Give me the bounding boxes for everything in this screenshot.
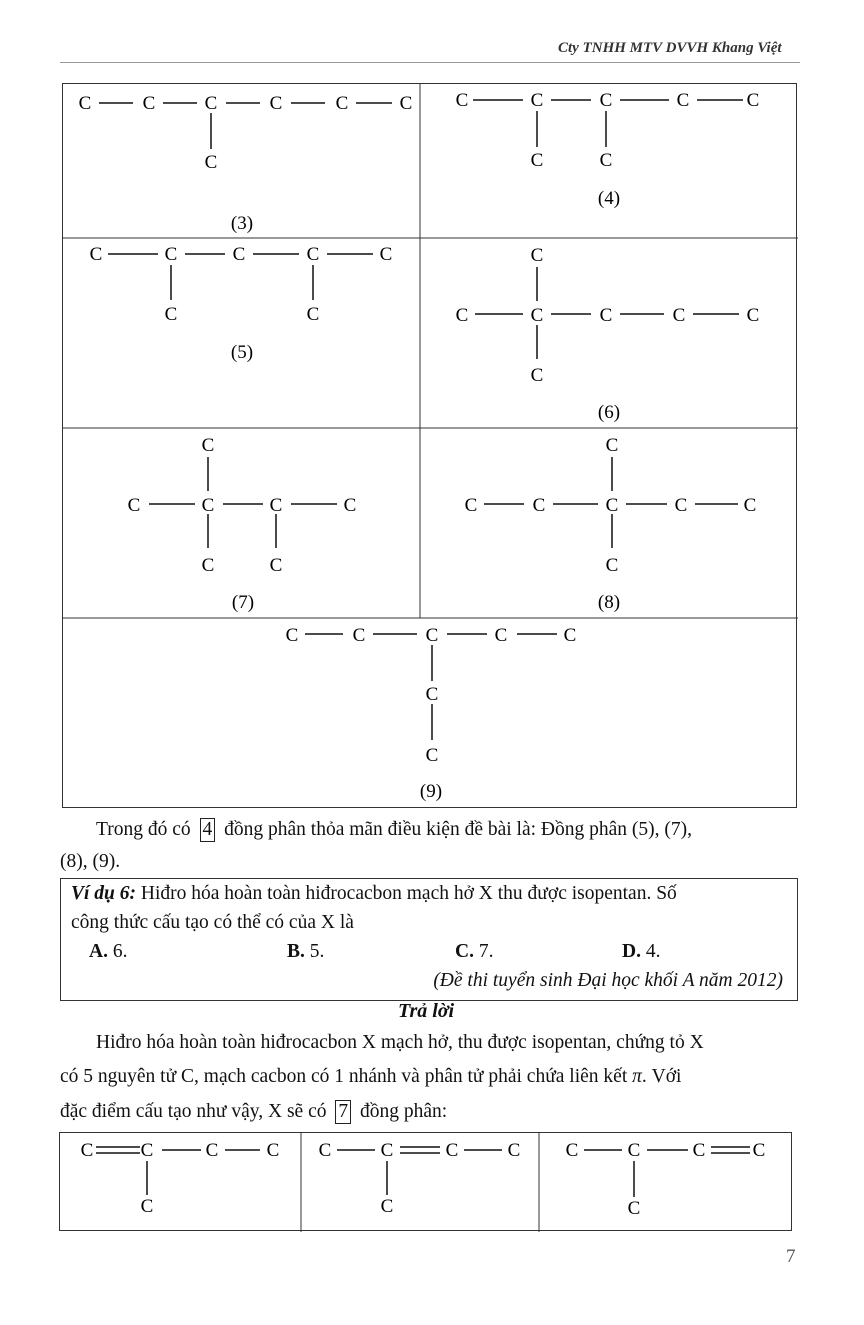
atom: C [599,90,613,111]
atom: C [306,304,320,325]
atom: C [140,1196,154,1217]
atom: C [285,625,299,646]
atom: C [201,555,215,576]
atom: C [530,365,544,386]
atom: C [743,495,757,516]
atom: C [746,305,760,326]
atom: C [507,1140,521,1161]
answer-line3-prefix: đặc điểm cấu tạo như vậy, X sẽ có [60,1101,327,1122]
option-b [287,941,324,963]
answer-line2 [60,1061,681,1093]
atom: C [455,305,469,326]
atom: C [425,625,439,646]
atom: C [142,93,156,114]
conclusion-paragraph [96,814,692,846]
option-value: 6. [112,941,128,962]
example-question-line1 [71,883,677,905]
example-title: Ví dụ 6: [71,883,137,904]
structure-8 [465,435,757,613]
structure-5 [90,244,393,363]
atom: C [494,625,508,646]
atom: C [599,150,613,171]
atom: C [201,495,215,516]
answer-title: Trả lời [398,1000,455,1022]
option-key: B. [287,941,305,962]
pi-symbol: π [632,1066,642,1087]
atom: C [692,1140,706,1161]
conclusion-line2: (8), (9). [60,851,121,872]
structure-9 [286,625,577,802]
atom: C [605,435,619,456]
conclusion-text: đồng phân thỏa mãn điều kiện đề bài là: Đồng phân (5), (7), [224,819,693,840]
atom: C [464,495,478,516]
atom: C [627,1198,641,1219]
atom: C [269,555,283,576]
atom: C [752,1140,766,1161]
atom: C [352,625,366,646]
structure-label: (4) [597,188,621,209]
header-rule [60,62,800,63]
structure-6 [456,245,760,423]
answer-line2-end: . Với [641,1066,682,1087]
atom: C [425,745,439,766]
structure-4 [456,90,760,209]
atom: C [269,93,283,114]
atom: C [201,435,215,456]
atom: C [335,93,349,114]
structure-3 [79,93,413,234]
answer-line1: Hiđro hóa hoàn toàn hiđrocacbon X mạch hở, thu được isopentan, chứng tỏ X [96,1032,704,1053]
atom: C [530,150,544,171]
atom: C [455,90,469,111]
option-value: 7. [478,941,494,962]
atom: C [127,495,141,516]
atom: C [164,304,178,325]
atom: C [746,90,760,111]
option-a [89,941,127,963]
option-d [622,941,660,963]
structure-label: (6) [597,402,621,423]
structure-7 [128,435,357,613]
atom: C [445,1140,459,1161]
atom: C [399,93,413,114]
alkene-isomer-3 [566,1140,766,1219]
atom: C [530,245,544,266]
atom: C [204,93,218,114]
structure-label: (7) [231,592,255,613]
alkene-table [59,1132,792,1231]
structure-label: (5) [230,342,254,363]
answer-count-box: 7 [335,1100,351,1124]
alkene-isomer-1 [81,1140,280,1217]
atom: C [676,90,690,111]
atom: C [627,1140,641,1161]
page-number: 7 [786,1246,796,1267]
atom: C [89,244,103,265]
atom: C [380,1140,394,1161]
example-source: (Đề thi tuyển sinh Đại học khối A năm 2012) [433,970,783,991]
option-key: D. [622,941,641,962]
atom: C [530,305,544,326]
alkene-isomer-2 [319,1140,521,1217]
atom: C [674,495,688,516]
atom: C [379,244,393,265]
answer-line3 [60,1096,447,1128]
example-question-line2: công thức cấu tạo có thể có của X là [71,912,354,933]
conclusion-count-box: 4 [200,818,216,842]
atom: C [318,1140,332,1161]
alkene-table-svg [60,1133,793,1232]
atom: C [672,305,686,326]
atom: C [78,93,92,114]
structure-label: (8) [597,592,621,613]
atom: C [563,625,577,646]
atom: C [565,1140,579,1161]
header-publisher: Cty TNHH MTV DVVH Khang Việt [558,40,782,56]
atom: C [80,1140,94,1161]
example-box [60,878,798,1001]
atom: C [164,244,178,265]
atom: C [140,1140,154,1161]
option-value: 5. [309,941,325,962]
atom: C [266,1140,280,1161]
isomer-grid [62,83,797,808]
structure-label: (9) [419,781,443,802]
atom: C [599,305,613,326]
conclusion-prefix: Trong đó có [96,819,191,840]
option-key: A. [89,941,108,962]
atom: C [232,244,246,265]
option-value: 4. [645,941,661,962]
atom: C [605,495,619,516]
atom: C [532,495,546,516]
atom: C [269,495,283,516]
atom: C [530,90,544,111]
option-c [455,941,493,963]
atom: C [425,684,439,705]
atom: C [605,555,619,576]
atom: C [306,244,320,265]
atom: C [205,1140,219,1161]
isomer-grid-svg [63,84,798,809]
atom: C [204,152,218,173]
example-question-text: Hiđro hóa hoàn toàn hiđrocacbon mạch hở X thu được isopentan. Số [140,883,677,904]
atom: C [380,1196,394,1217]
answer-line3-suffix: đồng phân: [360,1101,448,1122]
answer-line2-text: có 5 nguyên tử C, mạch cacbon có 1 nhánh và phân tử phải chứa liên kết [60,1066,628,1087]
option-key: C. [455,941,474,962]
atom: C [343,495,357,516]
structure-label: (3) [230,213,254,234]
